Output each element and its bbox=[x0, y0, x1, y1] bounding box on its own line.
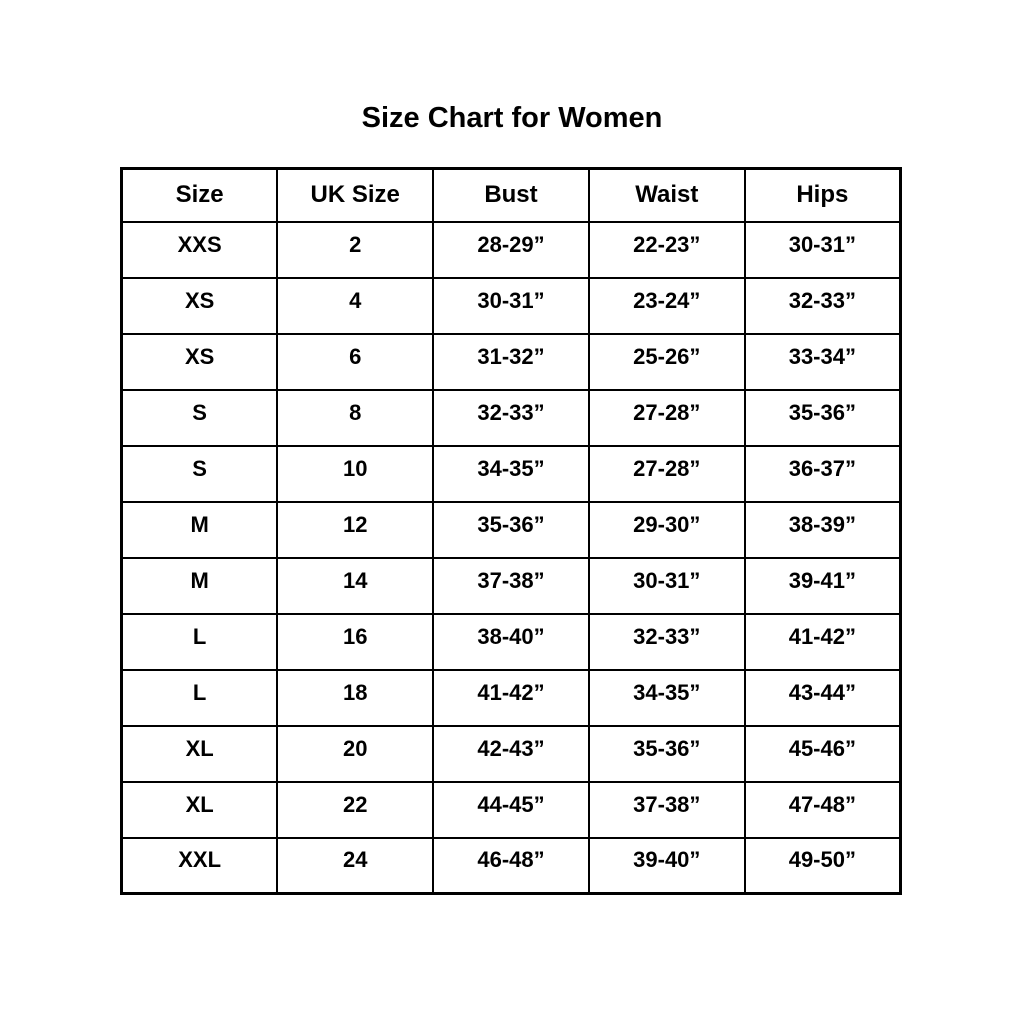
table-cell: 22 bbox=[277, 782, 433, 838]
table-cell: 20 bbox=[277, 726, 433, 782]
table-cell: 42-43” bbox=[433, 726, 589, 782]
column-header-hips: Hips bbox=[745, 169, 901, 222]
table-row bbox=[122, 726, 901, 782]
column-header-size: Size bbox=[122, 169, 278, 222]
table-cell: 38-40” bbox=[433, 614, 589, 670]
table-cell: 39-40” bbox=[589, 838, 745, 894]
table-body bbox=[122, 222, 901, 894]
table-cell: 44-45” bbox=[433, 782, 589, 838]
table-row bbox=[122, 502, 901, 558]
table-cell: 18 bbox=[277, 670, 433, 726]
table-row bbox=[122, 670, 901, 726]
table-cell: 35-36” bbox=[433, 502, 589, 558]
table-cell: 25-26” bbox=[589, 334, 745, 390]
table-cell: S bbox=[122, 446, 278, 502]
table-cell: 37-38” bbox=[433, 558, 589, 614]
table-cell: 43-44” bbox=[745, 670, 901, 726]
table-cell: 10 bbox=[277, 446, 433, 502]
table-cell: 32-33” bbox=[589, 614, 745, 670]
table-cell: 30-31” bbox=[433, 278, 589, 334]
table-cell: L bbox=[122, 670, 278, 726]
table-row bbox=[122, 838, 901, 894]
table-row bbox=[122, 558, 901, 614]
table-cell: 6 bbox=[277, 334, 433, 390]
table-cell: 33-34” bbox=[745, 334, 901, 390]
table-cell: 16 bbox=[277, 614, 433, 670]
table-cell: 14 bbox=[277, 558, 433, 614]
table-cell: 45-46” bbox=[745, 726, 901, 782]
table-cell: 34-35” bbox=[433, 446, 589, 502]
table-cell: 12 bbox=[277, 502, 433, 558]
table-cell: 4 bbox=[277, 278, 433, 334]
table-cell: 32-33” bbox=[745, 278, 901, 334]
table-row bbox=[122, 446, 901, 502]
table-row bbox=[122, 222, 901, 278]
table-cell: 38-39” bbox=[745, 502, 901, 558]
table-row bbox=[122, 782, 901, 838]
size-chart-table bbox=[120, 167, 902, 895]
table-cell: 30-31” bbox=[589, 558, 745, 614]
table-cell: 27-28” bbox=[589, 446, 745, 502]
column-header-uk-size: UK Size bbox=[277, 169, 433, 222]
table-cell: M bbox=[122, 558, 278, 614]
table-cell: 22-23” bbox=[589, 222, 745, 278]
table-cell: 41-42” bbox=[433, 670, 589, 726]
table-row bbox=[122, 334, 901, 390]
table-cell: 29-30” bbox=[589, 502, 745, 558]
table-cell: L bbox=[122, 614, 278, 670]
page-title: Size Chart for Women bbox=[361, 102, 663, 134]
table-cell: 24 bbox=[277, 838, 433, 894]
table-cell: M bbox=[122, 502, 278, 558]
table-cell: XL bbox=[122, 726, 278, 782]
table-cell: 32-33” bbox=[433, 390, 589, 446]
table-cell: XXL bbox=[122, 838, 278, 894]
column-header-waist: Waist bbox=[589, 169, 745, 222]
table-cell: 47-48” bbox=[745, 782, 901, 838]
table-cell: 46-48” bbox=[433, 838, 589, 894]
table-cell: 23-24” bbox=[589, 278, 745, 334]
table-cell: 35-36” bbox=[745, 390, 901, 446]
table-cell: 31-32” bbox=[433, 334, 589, 390]
table-cell: S bbox=[122, 390, 278, 446]
table-row bbox=[122, 390, 901, 446]
table-cell: 2 bbox=[277, 222, 433, 278]
header-row bbox=[122, 169, 901, 222]
table-cell: 34-35” bbox=[589, 670, 745, 726]
table-cell: 49-50” bbox=[745, 838, 901, 894]
table-cell: 36-37” bbox=[745, 446, 901, 502]
table-row bbox=[122, 614, 901, 670]
table-cell: 39-41” bbox=[745, 558, 901, 614]
column-header-bust: Bust bbox=[433, 169, 589, 222]
table-cell: 35-36” bbox=[589, 726, 745, 782]
table-cell: 41-42” bbox=[745, 614, 901, 670]
table-cell: XS bbox=[122, 334, 278, 390]
table-cell: XS bbox=[122, 278, 278, 334]
table-cell: 37-38” bbox=[589, 782, 745, 838]
table-cell: 30-31” bbox=[745, 222, 901, 278]
table-cell: 8 bbox=[277, 390, 433, 446]
table-row bbox=[122, 278, 901, 334]
table-cell: 27-28” bbox=[589, 390, 745, 446]
table-cell: XXS bbox=[122, 222, 278, 278]
table-cell: 28-29” bbox=[433, 222, 589, 278]
table-cell: XL bbox=[122, 782, 278, 838]
